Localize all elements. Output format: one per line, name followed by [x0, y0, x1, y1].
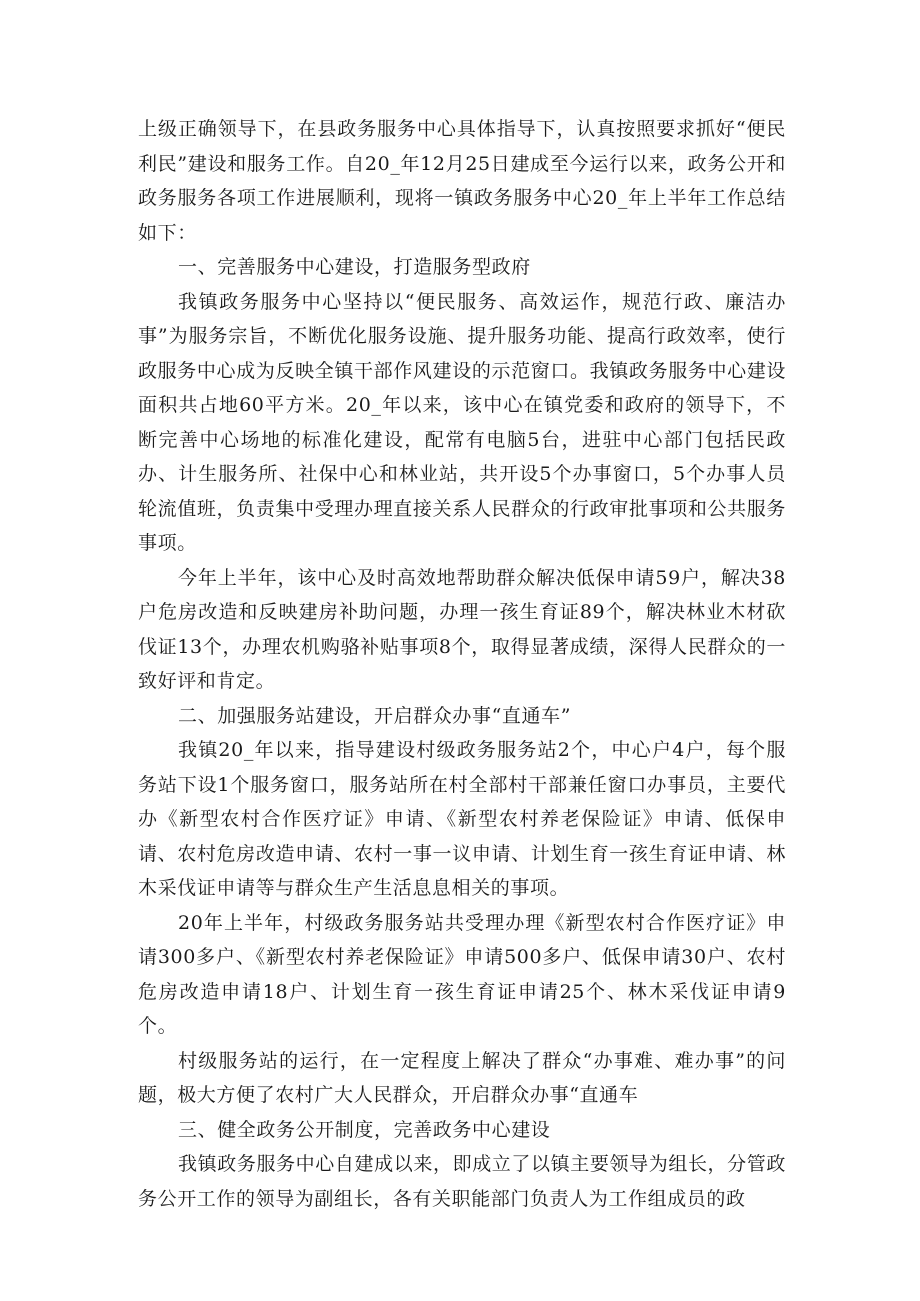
section-3-paragraph-1: 我镇政务服务中心自建成以来，即成立了以镇主要领导为组长，分管政务公开工作的领导为副组长，各有关职能部门负责人为工作组成员的政 [138, 1153, 786, 1210]
document-body [138, 112, 786, 1216]
section-2-paragraph-1: 我镇20_年以来，指导建设村级政务服务站2个，中心户4户，每个服务站下设1个服务窗口，服务站所在村全部村干部兼任窗口办事员，主要代办《新型农村合作医疗证》申请、《新型农村养老保险证》申请、低保申请、农村危房改造申请、农村一事一议申请、计划生育一孩生育证申请、林木采伐证申请等与群众生产生活息息相关的事项。 [138, 739, 786, 899]
section-heading-3: 三、健全政务公开制度，完善政务中心建设 [178, 1118, 551, 1141]
intro-paragraph: 上级正确领导下，在县政务服务中心具体指导下，认真按照要求抓好“便民利民”建设和服务工作。自20_年12月25日建成至今运行以来，政务公开和政务服务各项工作进展顺利，现将一镇政务服务中心20_年上半年工作总结如下： [138, 118, 786, 244]
section-1-paragraph-2: 今年上半年，该中心及时高效地帮助群众解决低保申请59户，解决38户危房改造和反映建房补助问题，办理一孩生育证89个，解决林业木材砍伐证13个，办理农机购骆补贴事项8个，取得显著成绩，深得人民群众的一致好评和肯定。 [138, 566, 786, 692]
section-heading-1: 一、完善服务中心建设，打造服务型政府 [178, 256, 531, 278]
section-2-paragraph-2: 20年上半年，村级政务服务站共受理办理《新型农村合作医疗证》申请300多户、《新型农村养老保险证》申请500多户、低保申请30户、农村危房改造申请18户、计划生育一孩生育证申请25个、林木采伐证申请9个。 [138, 911, 786, 1037]
section-1-paragraph-1: 我镇政务服务中心坚持以“便民服务、高效运作，规范行政、廉洁办事”为服务宗旨，不断优化服务设施、提升服务功能、提高行政效率，使行政服务中心成为反映全镇干部作风建设的示范窗口。我镇政务服务中心建设面积共占地60平方米。20_年以来，该中心在镇党委和政府的领导下，不断完善中心场地的标准化建设，配常有电脑5台，进驻中心部门包括民政办、计生服务所、社保中心和林业站，共开设5个办事窗口，5个办事人员轮流值班，负责集中受理办理直接关系人民群众的行政审批事项和公共服务事项。 [138, 290, 786, 554]
section-2-paragraph-3: 村级服务站的运行，在一定程度上解决了群众“办事难、难办事”的问题，极大方便了农村广大人民群众，开启群众办事“直通车 [138, 1049, 786, 1106]
section-heading-2: 二、加强服务站建设，开启群众办事“直通车” [178, 704, 572, 727]
